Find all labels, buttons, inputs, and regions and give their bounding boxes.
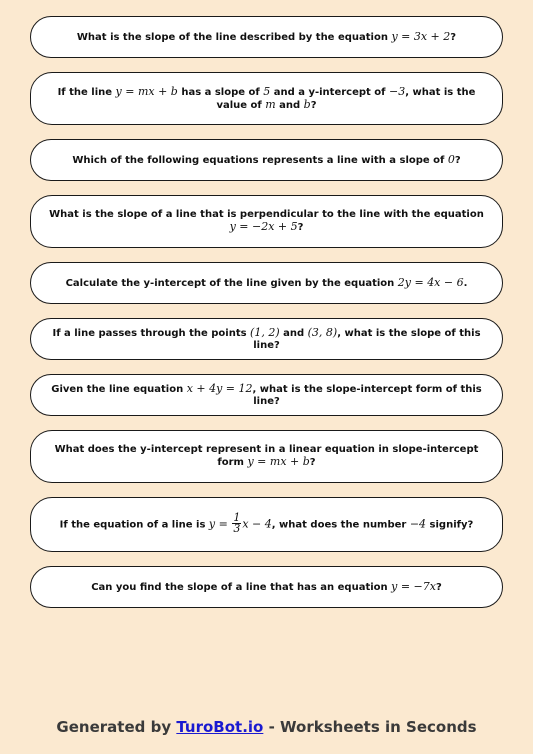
question-text: signify? [426, 519, 474, 531]
question-text: ? [297, 222, 304, 233]
question-text: What does the y-intercept represent in a linear equation in slope-intercept form [54, 444, 479, 468]
question-text: Calculate the y-intercept of the line given by the equation [65, 277, 398, 289]
math-expression: 2y = 4x − 6 [397, 275, 464, 289]
math-expression: −3 [389, 84, 406, 98]
question-text: and [275, 99, 304, 111]
fraction-denominator: 3 [233, 522, 241, 535]
question-text: If the equation of a line is [59, 519, 209, 531]
question-text: Can you find the slope of a line that has an equation [91, 581, 392, 593]
math-expression: y = mx + b [247, 455, 310, 468]
math-expression: x + 4y = 12 [186, 381, 253, 395]
math-expression: m [265, 97, 276, 111]
question-text: , what does the number [271, 519, 410, 531]
math-expression: 0 [447, 152, 455, 166]
question-text: , what is the slope of this line? [253, 327, 481, 351]
question-text: and a y-intercept of [270, 86, 389, 98]
question-text: ? [435, 581, 442, 593]
question-text: What is the slope of the line described by the equation [76, 31, 392, 43]
math-expression: x − 4 [242, 517, 272, 531]
question-text: ? [310, 99, 317, 111]
math-expression: y = 3x + 2 [391, 29, 451, 43]
question-list [30, 16, 503, 622]
footer-prefix: Generated by [56, 718, 177, 736]
question-text: and [279, 327, 308, 339]
footer [0, 718, 533, 736]
question-8 [30, 430, 503, 483]
math-expression: −4 [409, 517, 427, 531]
question-text: , what is the slope-intercept form of this line? [252, 383, 482, 407]
question-9 [30, 497, 503, 552]
question-3 [30, 139, 503, 181]
question-4 [30, 195, 503, 248]
question-2 [30, 72, 503, 125]
question-1 [30, 16, 503, 58]
question-text: If the line [57, 86, 116, 98]
question-7 [30, 374, 503, 416]
math-expression: y = mx + b [115, 84, 178, 98]
question-text: Given the line equation [51, 383, 187, 395]
math-expression: (1, 2) [250, 325, 280, 339]
question-text: ? [309, 457, 316, 468]
footer-suffix: - Worksheets in Seconds [263, 718, 477, 736]
turobot-link[interactable]: TuroBot.io [176, 718, 264, 736]
question-6 [30, 318, 503, 360]
math-expression: (3, 8) [307, 325, 338, 339]
question-text: . [463, 277, 468, 289]
question-text: If a line passes through the points [52, 327, 251, 339]
math-expression: 5 [263, 84, 271, 98]
question-5 [30, 262, 503, 304]
fraction [232, 513, 241, 534]
question-text: ? [450, 31, 457, 43]
math-expression: y = −7x [391, 579, 436, 593]
fraction-numerator: 1 [233, 511, 241, 524]
question-10 [30, 566, 503, 608]
question-text: What is the slope of a line that is perpendicular to the line with the equation [49, 209, 484, 220]
question-text: , what is the value of [216, 86, 476, 111]
question-text: Which of the following equations represents a line with a slope of [72, 154, 448, 166]
question-text: has a slope of [177, 86, 264, 98]
math-expression: y = −2x + 5 [229, 220, 298, 233]
math-expression: b [303, 97, 311, 111]
math-expression: y = [208, 517, 232, 531]
question-text: ? [454, 154, 461, 166]
